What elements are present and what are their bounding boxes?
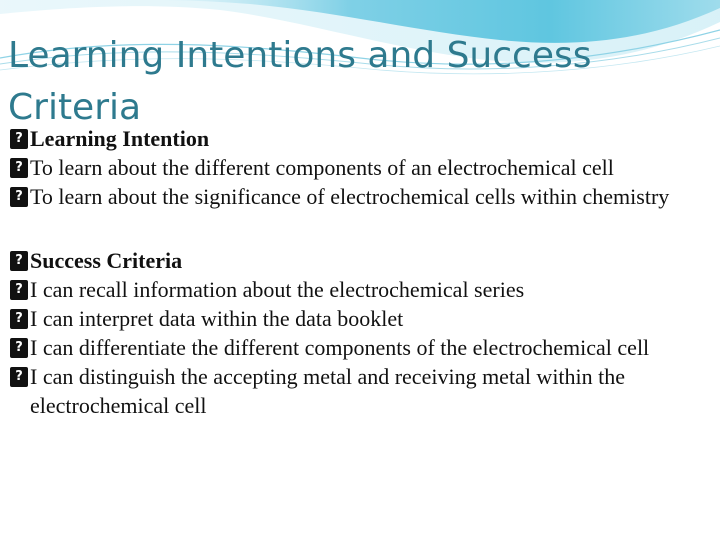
list-item [8, 275, 714, 304]
list-item [8, 333, 714, 362]
list-item [8, 304, 714, 333]
section-heading-success-criteria [8, 246, 714, 275]
list-item-text: To learn about the significance of electrochemical cells within chemistry [30, 184, 670, 209]
list-item-text: I can differentiate the different components of the electrochemical cell [30, 335, 650, 360]
list-item [8, 362, 714, 420]
question-mark-box-icon: ? [8, 365, 30, 389]
section-heading-text: Success Criteria [30, 248, 183, 273]
list-item [8, 182, 714, 211]
question-mark-box-icon: ? [8, 127, 30, 151]
list-item-text: I can distinguish the accepting metal and receiving metal within the electrochemical cell [30, 364, 626, 418]
section-gap [8, 211, 714, 246]
page-title: Learning Intentions and Success Criteria [8, 35, 592, 128]
question-mark-box-icon: ? [8, 185, 30, 209]
question-mark-box-icon: ? [8, 278, 30, 302]
question-mark-box-icon: ? [8, 307, 30, 331]
list-item-text: To learn about the different components of an electrochemical cell [30, 155, 614, 180]
question-mark-box-icon: ? [8, 249, 30, 273]
section-heading-text: Learning Intention [30, 126, 210, 151]
list-item [8, 153, 714, 182]
list-item-text: I can interpret data within the data booklet [30, 306, 404, 331]
question-mark-box-icon: ? [8, 156, 30, 180]
list-item-text: I can recall information about the electrochemical series [30, 277, 525, 302]
question-mark-box-icon: ? [8, 336, 30, 360]
slide-body [8, 124, 714, 420]
section-heading-learning-intention [8, 124, 714, 153]
